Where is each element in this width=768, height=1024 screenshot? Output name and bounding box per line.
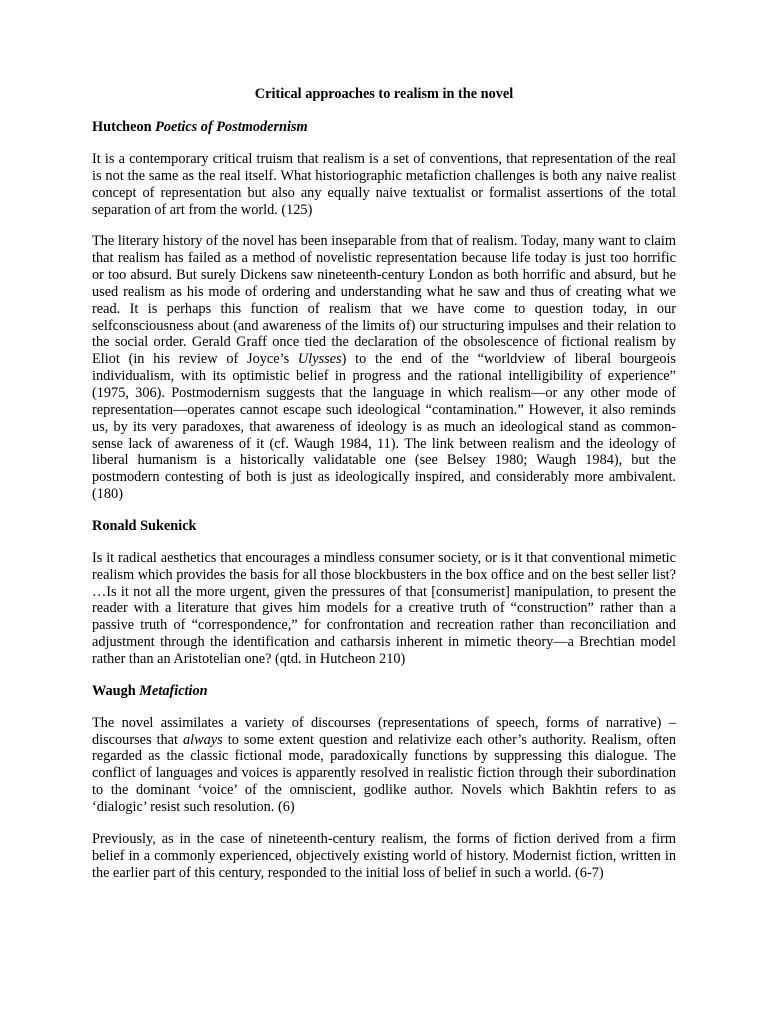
section-heading: [92, 119, 676, 136]
section-heading: [92, 518, 676, 535]
section-heading: [92, 683, 676, 700]
paragraph-text: ) to the end of the “worldview of liberal bourgeois individualism, with its optimistic belief in progress and the rational intelligibility of experience” (1975, 306). Postmodernism suggests that the language in which realism—or any other mode of representation—operates cannot escape such ideological “contamination.” However, it also reminds us, by its very paradoxes, that awareness of ideology is as much an ideological stand as common-sense lack of awareness of it (cf. Waugh 1984, 11). The link between realism and the ideology of liberal humanism is a historically validatable one (see Belsey 1980; Waugh 1984), but the postmodern contesting of both is just as ideologically inspired, and considerably more ambivalent. (180): [92, 351, 676, 503]
section-work-title: Poetics of Postmodernism: [155, 119, 308, 135]
section-waugh: [92, 683, 676, 882]
paragraph: [92, 233, 676, 503]
paragraph-text: The literary history of the novel has been inseparable from that of realism. Today, many want to claim that realism has failed as a method of novelistic representation because life today is just too horrific or too absurd. But surely Dickens saw nineteenth-century London as both horrific and absurd, but he used realism as his mode of ordering and understanding what he saw and thus of creating what we read. It is perhaps this function of realism that we have come to question today, in our selfconsciousness about (and awareness of the limits of) our structuring impulses and their relation to the social order. Gerald Graff once tied the declaration of the obsolescence of fictional realism by Eliot (in his review of Joyce’s: [92, 233, 676, 368]
paragraph: [92, 715, 676, 816]
section-sukenick: [92, 518, 676, 668]
paragraph-text: It is a contemporary critical truism that realism is a set of conventions, that representation of the real is not the same as the real itself. What historiographic metafiction challenges is both any naive realist concept of representation but also any equally naive textualist or formalist assertions of the total separation of art from the world. (125): [92, 151, 676, 218]
section-hutcheon: [92, 119, 676, 503]
paragraph-text: Previously, as in the case of nineteenth-century realism, the forms of fiction derived from a firm belief in a commonly experienced, objectively existing world of history. Modernist fiction, written in the earlier part of this century, responded to the initial loss of belief in such a world. (6-7): [92, 830, 676, 881]
section-author: Hutcheon: [92, 119, 152, 135]
paragraph-text: Is it radical aesthetics that encourages a mindless consumer society, or is it that conventional mimetic realism which provides the basis for all those blockbusters in the box office and on the best seller list? …Is it not all the more urgent, given the pressures of that [consumerist] manipulation, to present the reader with a literature that gives him models for a creative truth of “construction” rather than a passive truth of “correspondence,” for confrontation and recreation rather than reconciliation and adjustment through the identification and catharsis inherent in mimetic theory—a Brechtian model rather than an Aristotelian one? (qtd. in Hutcheon 210): [92, 549, 676, 667]
italic-emphasis: always: [183, 731, 223, 748]
paragraph: [92, 831, 676, 882]
document-title: Critical approaches to realism in the novel: [254, 86, 514, 102]
paragraph: [92, 550, 676, 668]
paragraph: [92, 151, 676, 218]
section-author: Ronald Sukenick: [92, 517, 197, 534]
paragraph-text: The novel assimilates a variety of discourses (representations of speech, forms of narrative) – discourses that: [92, 714, 676, 748]
italic-title: Ulysses: [297, 351, 342, 368]
paragraph-text: to some extent question and relativize each other’s authority. Realism, often regarded as the classic fictional mode, paradoxically functions by suppressing this dialogue. The conflict of languages and voices is apparently resolved in realistic fiction through their subordination to the dominant ‘voice’ of the omniscient, godlike author. Novels which Bakhtin refers to as ‘dialogic’ resist such resolution. (6): [92, 731, 676, 815]
section-author: Waugh: [92, 682, 136, 699]
section-work-title: Metafiction: [139, 682, 208, 699]
